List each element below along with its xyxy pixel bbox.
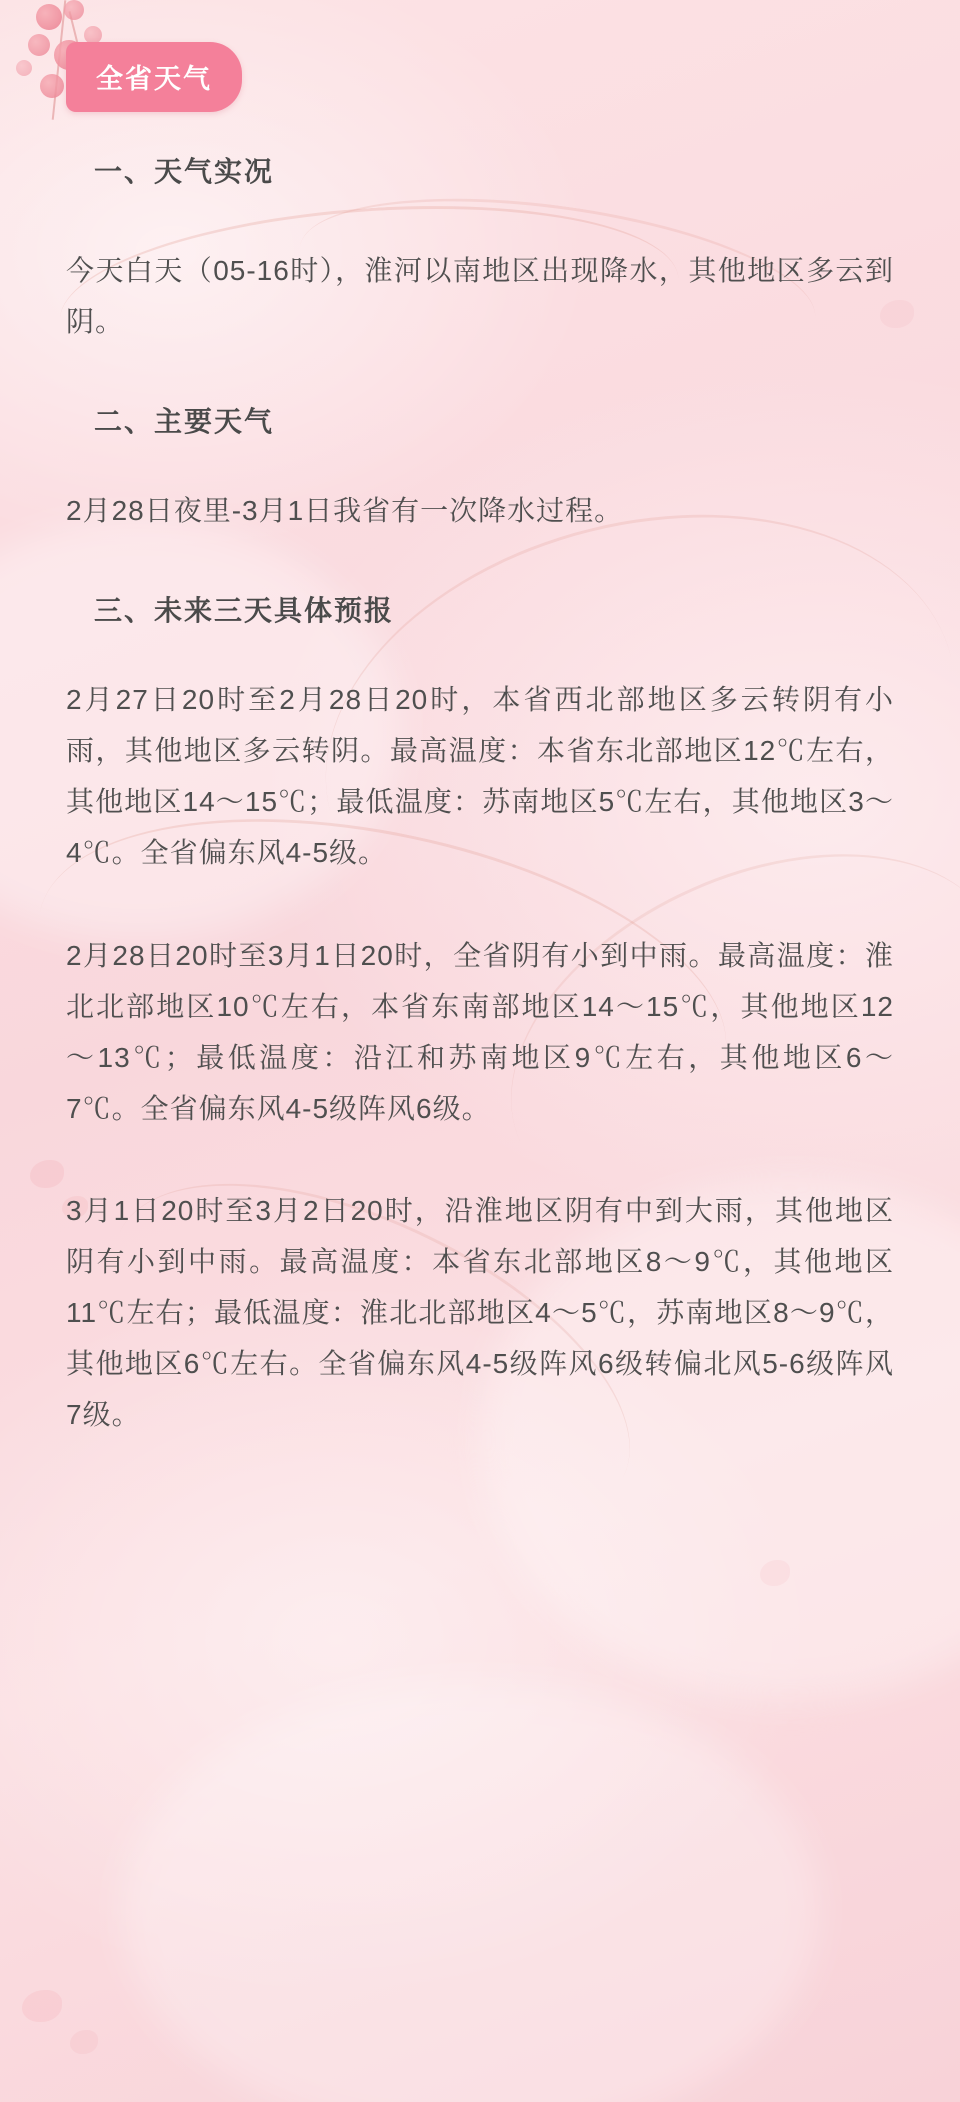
paragraph-forecast-day1: 2月27日20时至2月28日20时，本省西北部地区多云转阴有小雨，其他地区多云转阴。最高温度：本省东北部地区12℃左右，其他地区14～15℃；最低温度：苏南地区5℃左右，其他地区3～4℃。全省偏东风4-5级。 xyxy=(66,683,894,868)
paragraph-main-weather: 2月28日夜里-3月1日我省有一次降水过程。 xyxy=(66,494,624,526)
paragraph-weather-observation: 今天白天（05-16时），淮河以南地区出现降水，其他地区多云到阴。 xyxy=(66,255,894,337)
background-wash-3 xyxy=(120,1680,820,2102)
petal-decor-3 xyxy=(22,1990,62,2022)
section-badge: 全省天气 xyxy=(66,42,242,112)
heading-three-day-forecast: 三、未来三天具体预报 xyxy=(94,594,395,626)
heading-weather-observation: 一、天气实况 xyxy=(94,156,275,187)
petal-decor-4 xyxy=(70,2030,98,2054)
heading-main-weather: 二、主要天气 xyxy=(94,405,275,437)
paragraph-forecast-day2: 2月28日20时至3月1日20时，全省阴有小到中雨。最高温度：淮北北部地区10℃左右，本省东南部地区14～15℃，其他地区12～13℃；最低温度：沿江和苏南地区9℃左右，其他地区6～7℃。全省偏东风4-5级阵风6级。 xyxy=(66,939,894,1124)
petal-decor-6 xyxy=(760,1560,790,1586)
paragraph-forecast-day3: 3月1日20时至3月2日20时，沿淮地区阴有中到大雨，其他地区阴有小到中雨。最高温度：本省东北部地区8～9℃，其他地区11℃左右；最低温度：淮北北部地区4～5℃，苏南地区8～9℃，其他地区6℃左右。全省偏东风4-5级阵风6级转偏北风5-6级阵风7级。 xyxy=(66,1195,894,1431)
